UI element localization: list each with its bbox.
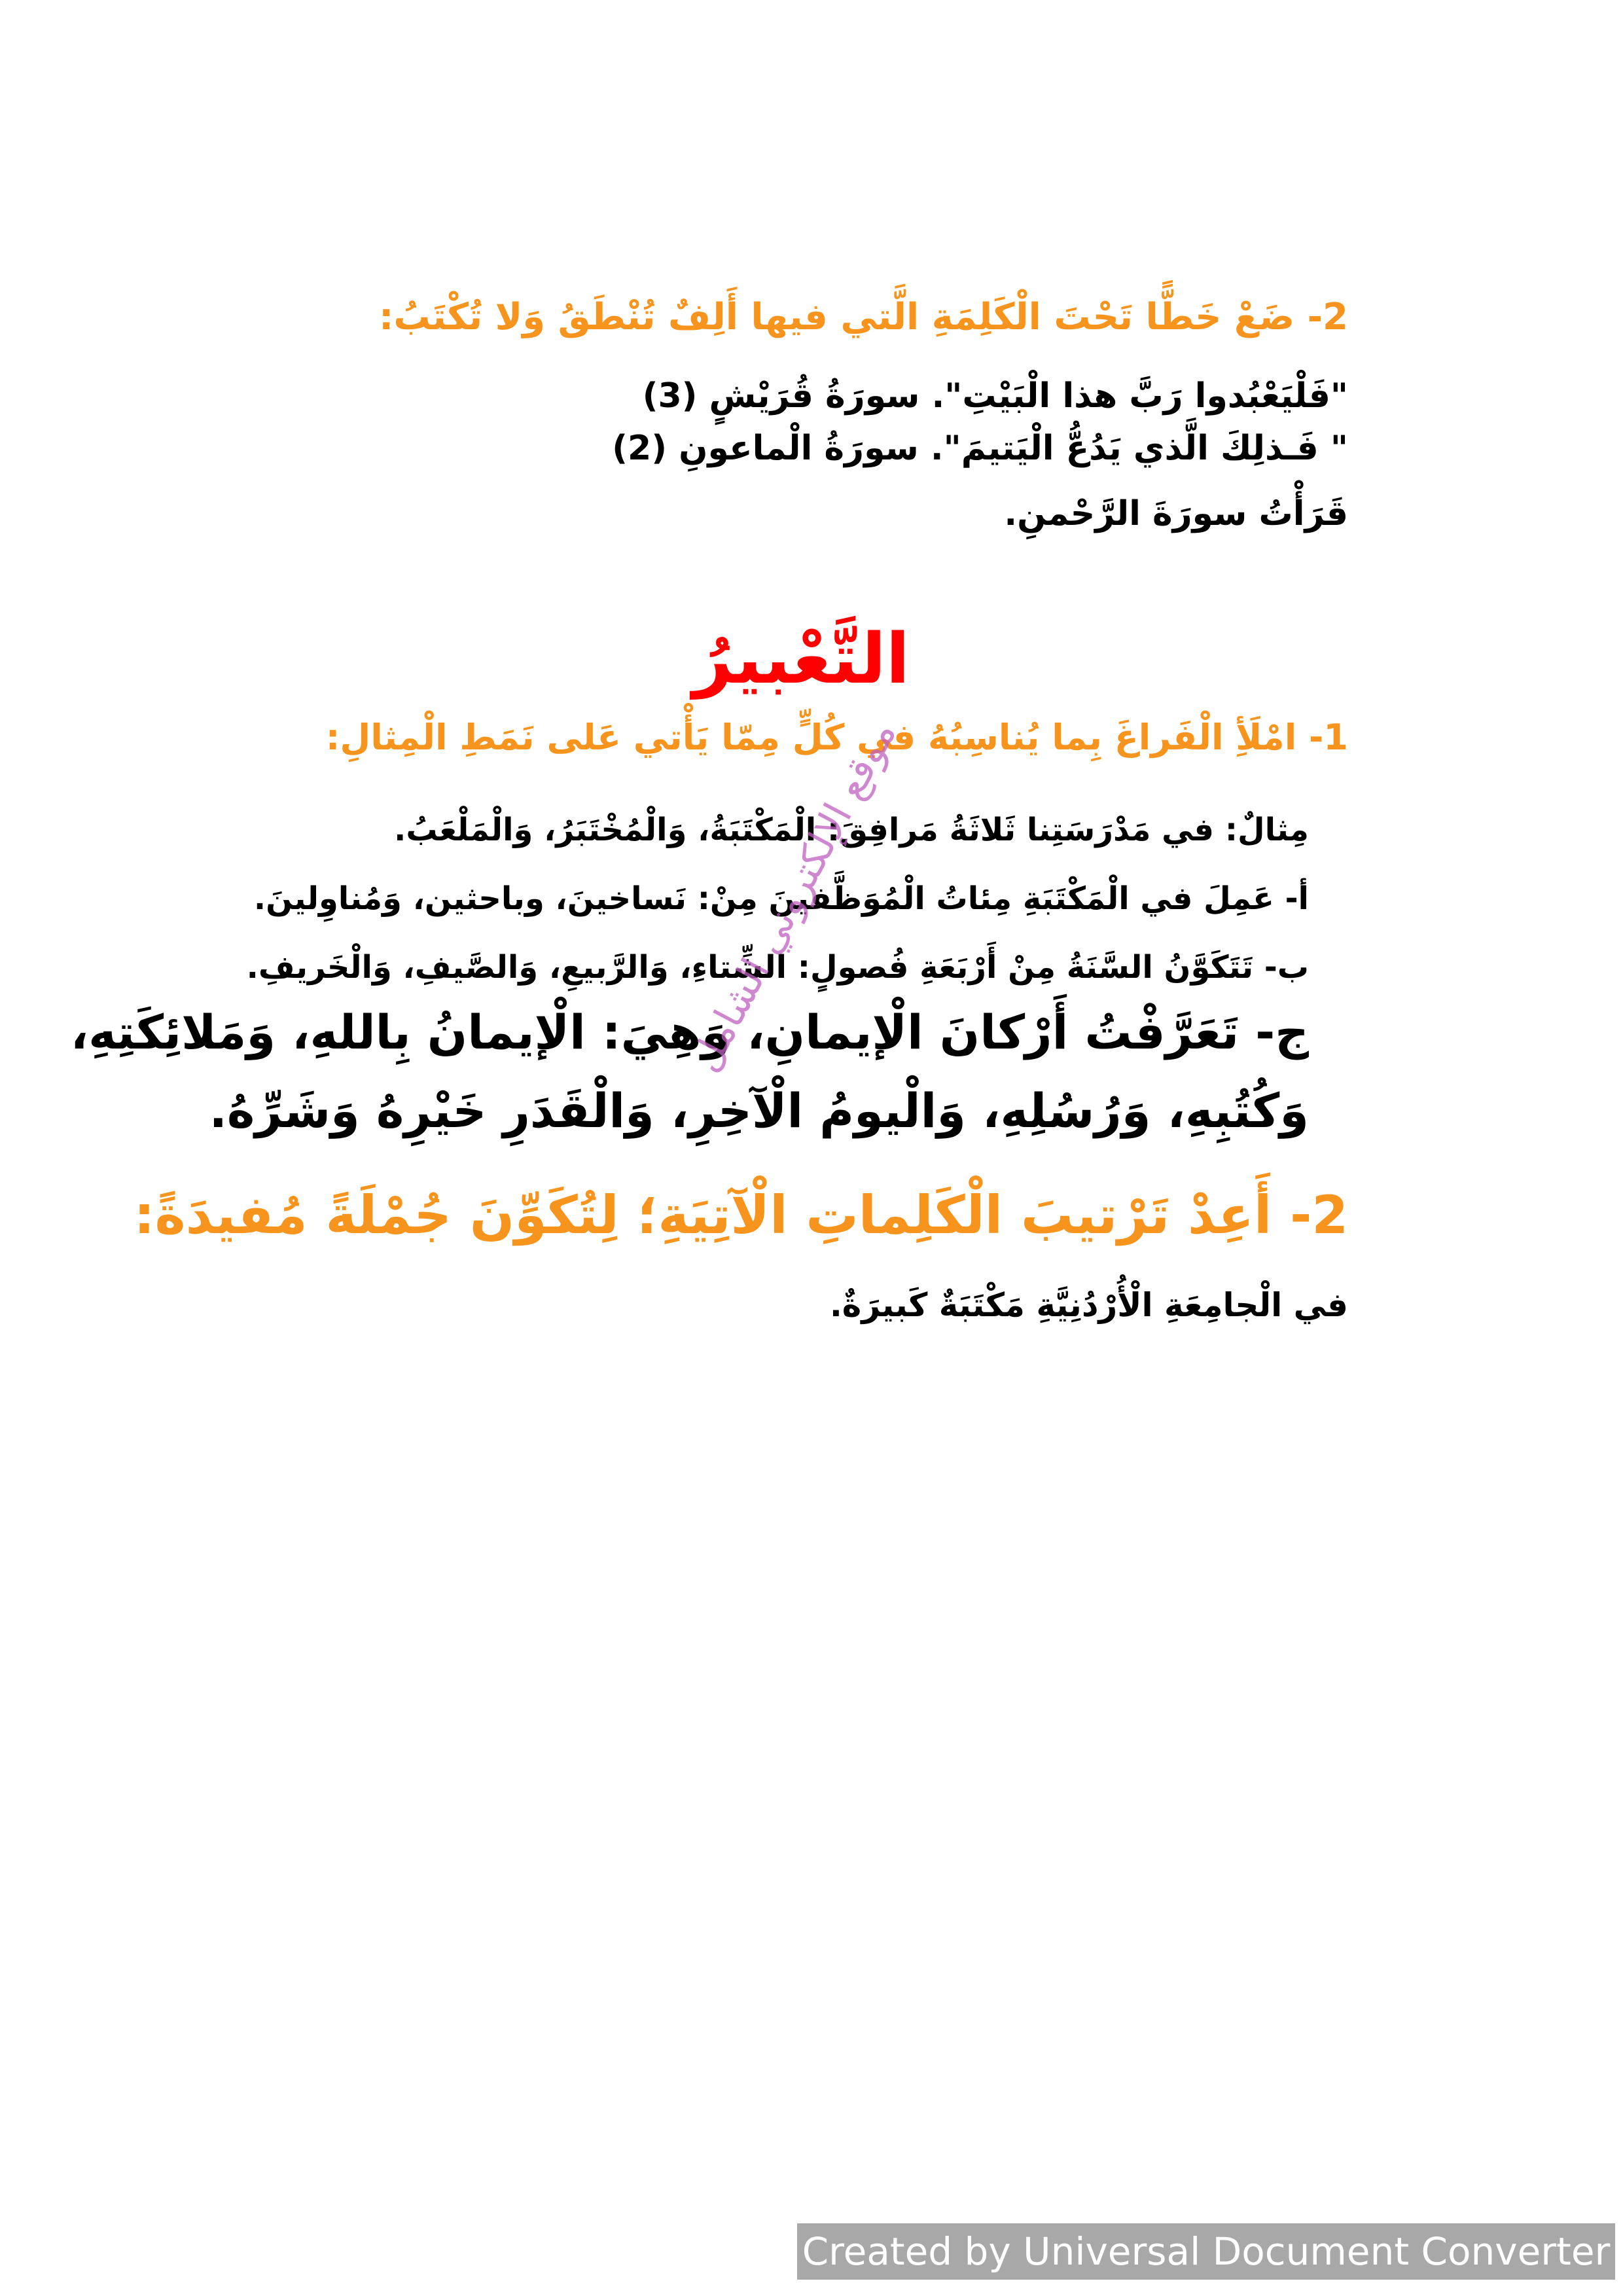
example-line: مِثالٌ: في مَدْرَسَتِنا ثَلاثَةُ مَرافِقَ: الْمَكْتَبَةُ، وَالْمُخْتَبَرُ، وَالْمَلْعَبُ. [394,812,1309,848]
section-title: التَّعْبيرُ [692,619,910,699]
watermark-text: موقع الإلكتروني الشامل [681,713,906,1079]
converter-footer-badge: Created by Universal Document Converter [797,2223,1615,2280]
verse-quraysh: "فَلْيَعْبُدوا رَبَّ هذا الْبَيْتِ". سورَةُ قُرَيْشٍ (3) [642,376,1348,416]
exercise-2-instruction: 2- ضَعْ خَطًّا تَحْتَ الْكَلِمَةِ الَّتي فيها أَلِفٌ تُنْطَقُ وَلا تُكْتَبُ: [378,296,1348,338]
item-c-line-2: وَكُتُبِهِ، وَرُسُلِهِ، وَالْيومُ الْآخِرِ، وَالْقَدَرِ خَيْرِهُ وَشَرِّهُ. [209,1083,1309,1138]
verse-maun: " فَـذلِكَ الَّذي يَدُعُّ الْيَتيمَ". سورَةُ الْماعونِ (2) [612,429,1348,468]
reorder-sentence: في الْجامِعَةِ الْأُرْدُنِيَّةِ مَكْتَبَةٌ كَبيرَةٌ. [829,1286,1348,1324]
expression-1-instruction: 1- امْلَأِ الْفَراغَ بِما يُناسِبُهُ في كُلٍّ مِمّا يَأْتي عَلى نَمَطِ الْمِثالِ: [325,717,1348,758]
expression-2-instruction: 2- أَعِدْ تَرْتيبَ الْكَلِماتِ الْآتِيَةِ؛ لِتُكَوِّنَ جُمْلَةً مُفيدَةً: [134,1185,1348,1246]
item-c-line-1: ج- تَعَرَّفْتُ أَرْكانَ الْإيمانِ، وَهِيَ: الْإيمانُ بِاللهِ، وَمَلائِكَتِهِ، [70,1005,1309,1060]
item-b: ب- تَتَكَوَّنُ السَّنَةُ مِنْ أَرْبَعَةِ فُصولٍ: الشِّتاءِ، وَالرَّبيعِ، وَالصَّيفِ، وَالْخَريفِ. [246,949,1309,986]
item-a: أ- عَمِلَ في الْمَكْتَبَةِ مِئاتُ الْمُوَظَّفينَ مِنْ: نَساخينَ، وباحثين، وَمُناوِلينَ. [253,880,1309,917]
sentence-rahman: قَرَأْتُ سورَةَ الرَّحْمنِ. [1004,494,1348,533]
